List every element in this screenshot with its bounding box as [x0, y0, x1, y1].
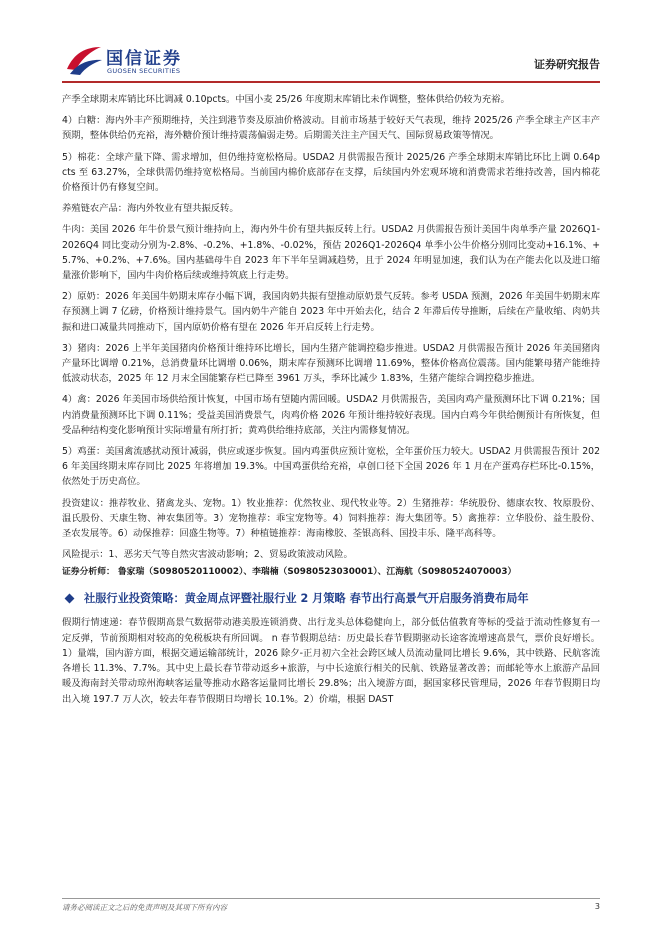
page-number: 3 — [594, 902, 600, 911]
paragraph-raw-milk: 2）原奶：2026 年美国牛奶期末库存小幅下调，我国肉奶共振有望推动原奶景气反转。参考 USDA 预测，2026 年美国牛奶期末库存预测上调 7 亿磅，价格预计维持景气。国内奶牛产能自 2023 年中开始去化，结合 2 年滞后传导推断，后续在产量收缩、肉奶共振和进口减量共同推动下，国内原奶价格有望在 2026 年开启反转上行走势。 — [62, 291, 600, 333]
paragraph-poultry: 4）禽：2026 年美国市场供给预计恢复，中国市场有望随内需回暖。USDA2 月供需报告，美国肉鸡产量预测环比下调 0.21%；国内消费量预测环比下调 0.11%；受益美国消费景气，肉鸡价格 2026 年预计维持较好表现。国内白鸡今年供给侧预计有所恢复，但受品种结构变化影响预计实际增量有所打折；黄鸡供给维持底部，关注内需修复情况。 — [62, 394, 600, 436]
section-heading-text: 社服行业投资策略：黄金周点评暨社服行业 2 月策略 春节出行高景气开启服务消费布局年 — [84, 592, 529, 606]
report-body — [62, 92, 600, 713]
paragraph-livestock-heading: 养殖链农产品：海内外牧业有望共振反转。 — [62, 203, 239, 215]
paragraph-eggs: 5）鸡蛋：美国禽流感扰动预计减弱，供应或逐步恢复。国内鸡蛋供应预计宽松，全年蛋价压力较大。USDA2 月供需报告预计 2026 年美国终期末库存同比 2025 年将增加 19.3%。中国鸡蛋供给充裕，卓创口径下全国 2026 年 1 月在产蛋鸡存栏环比-0.15%，依然处于历史高位。 — [62, 446, 600, 488]
paragraph-holiday-review: 假期行情速递：春节假期高景气数据带动港美股连锁消费、出行龙头总体稳健向上，部分低估值教育等标的受益于流动性修复有一定反弹，节前预期相对较高的免税板块有所回调。 n 春节假期总结：历史最长春节假期驱动长途客流增速高景气，票价良好增长。1）量端，国内游方面，根据交通运输部统计，2026 除夕-正月初六全社会跨区域人员流动量同比增长 9.6%，其中铁路、民航客流各增长 11.3%、7.7%。其中史上最长春节带动返乡+旅游，与中长途旅行相关的民航、铁路显著改善；而邮轮等水上旅游产品回暖及海南封关带动琼州海峡客运量等推动水路客运量同比增长 29.8%；出入境游方面，据国家移民管理局，2026 年春节假期日均出入境 197.7 万人次，较去年春节假期日均增长 10.1%。2）价端，根据 DAST — [62, 617, 600, 705]
header-divider — [62, 81, 600, 83]
section-heading — [62, 591, 600, 607]
paragraph-cotton: 5）棉花：全球产量下降、需求增加，但仍维持宽松格局。USDA2 月供需报告预计 2025/26 产季全球期末库销比环比上调 0.64pcts 至 63.27%，全球供需仍维持宽松格局。当前国内棉价底部存在支撑，后续国内外宏观环境和消费需求若维持改善，国内棉花价格预计仍有修复空间。 — [62, 151, 600, 194]
logo-chinese-name: 国信证券 — [106, 49, 182, 69]
footer-divider — [62, 898, 600, 899]
disclaimer-note: 请务必阅读正文之后的免责声明及其项下所有内容 — [62, 903, 227, 912]
paragraph-pork: 3）猪肉：2026 上半年美国猪肉价格预计维持环比增长，国内生猪产能调控稳步推进。USDA2 月供需报告预计 2026 年美国猪肉产量环比调增 0.21%，总消费量环比调增 0.06%，期末库存预测环比调增 11.69%，整体价格高位震荡。国内能繁母猪产能维持低波动状态，2025 年 12 月末全国能繁存栏已降至 3961 万头，季环比减少 1.83%，生猪产能综合调控稳步推进。 — [62, 342, 600, 385]
guosen-logo — [64, 42, 214, 78]
paragraph-investment-advice: 投资建议：推荐牧业、猪禽龙头、宠物。1）牧业推荐：优然牧业、现代牧业等。2）生猪推荐：华统股份、德康农牧、牧原股份、温氏股份、天康生物、神农集团等。3）宠物推荐：乖宝宠物等。4）饲料推荐：海大集团等。5）禽推荐：立华股份、益生股份、圣农发展等。6）动保推荐：回盛生物等。7）种植链推荐：海南橡胶、荃银高科、国投丰乐、隆平高科等。 — [62, 497, 600, 540]
analyst-line: 证券分析师： 鲁家瑞（S0980520110002）、李瑞楠（S0980523030001）、江海航（S0980524070003） — [62, 567, 517, 578]
paragraph-beef: 牛肉：美国 2026 年牛价景气预计维持向上，海内外牛价有望共振反转上行。USDA2 月供需报告预计美国牛肉单季产量 2026Q1-2026Q4 同比变动分别为-2.8%、-0.2%、+1.8%、-0.02%，预估 2026Q1-2026Q4 单季小公牛价格分别同比变动+16.1%、+5.7%、+0.2%、+7.6%。国内基础母牛自 2023 年下半年呈调减趋势，且于 2024 年明显加速，我们认为在产能去化以及进口缩量涨价影响下，国内牛肉价格后续或维持筑底上行走势。 — [62, 224, 600, 282]
guosen-logo-mark-icon — [64, 42, 104, 78]
paragraph-risk-warning: 风险提示：1、恶劣天气等自然灾害波动影响；2、贸易政策波动风险。 — [62, 549, 353, 561]
paragraph-wheat-continued: 产季全球期末库销比环比调减 0.10pcts。中国小麦 25/26 年度期末库销比未作调整，整体供给仍较为充裕。 — [62, 94, 510, 105]
report-type-label: 证券研究报告 — [534, 58, 600, 71]
page-header — [0, 0, 662, 84]
logo-english-name: GUOSEN SECURITIES — [107, 67, 181, 75]
paragraph-sugar: 4）白糖：海内外丰产预期维持，关注到港节奏及原油价格波动。目前市场基于较好天气表现，维持 2025/26 产季全球主产区丰产预期，整体供给仍充裕，海外糖价预计维持震荡偏弱走势。后期需关注主产国天气、国际贸易政策等情况。 — [62, 115, 600, 142]
diamond-bullet-icon — [65, 594, 75, 604]
